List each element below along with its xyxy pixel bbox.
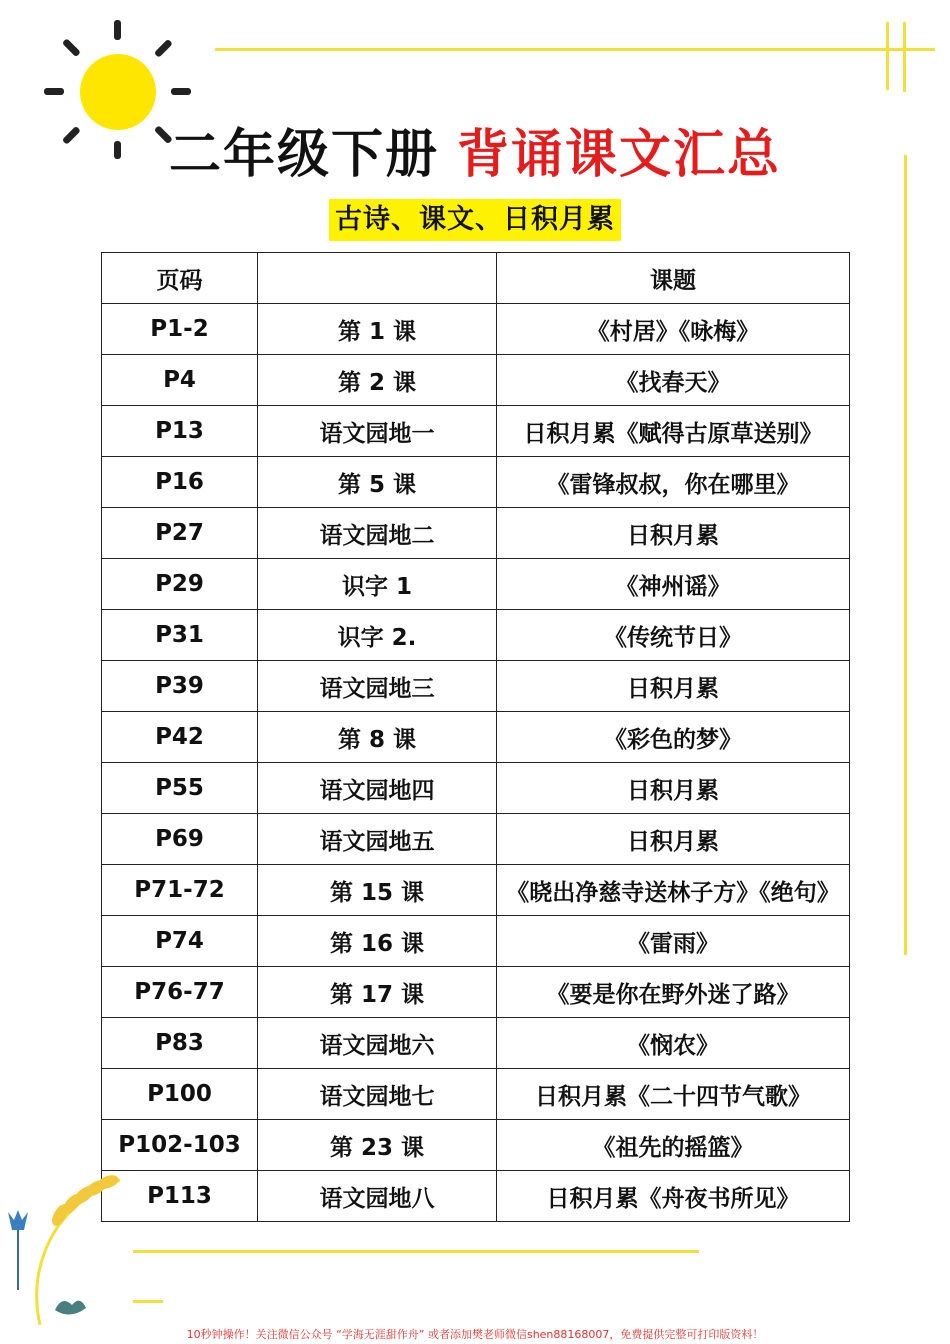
header-lesson <box>258 253 497 304</box>
table-row <box>102 1018 850 1069</box>
cell-title: 《村居》《咏梅》 <box>497 304 850 355</box>
recitation-table <box>101 252 850 1222</box>
cell-lesson: 语文园地三 <box>258 661 497 712</box>
cell-title: 《找春天》 <box>497 355 850 406</box>
page-title <box>0 112 950 187</box>
cell-lesson: 语文园地八 <box>258 1171 497 1222</box>
cell-lesson: 第 17 课 <box>258 967 497 1018</box>
cell-lesson: 语文园地一 <box>258 406 497 457</box>
plant-illustration <box>0 1160 140 1330</box>
header-page: 页码 <box>102 253 258 304</box>
cell-lesson: 语文园地二 <box>258 508 497 559</box>
cell-page: P74 <box>102 916 258 967</box>
table-row <box>102 661 850 712</box>
cell-title: 《神州谣》 <box>497 559 850 610</box>
table-row <box>102 1171 850 1222</box>
cell-lesson: 语文园地六 <box>258 1018 497 1069</box>
table-row <box>102 304 850 355</box>
table-header-row <box>102 253 850 304</box>
table-row <box>102 967 850 1018</box>
cell-title: 日积月累 <box>497 508 850 559</box>
table-row <box>102 508 850 559</box>
cell-title: 日积月累《赋得古原草送别》 <box>497 406 850 457</box>
cell-page: P76-77 <box>102 967 258 1018</box>
cell-page: P83 <box>102 1018 258 1069</box>
top-deco-line <box>215 48 935 51</box>
cell-lesson: 第 23 课 <box>258 1120 497 1171</box>
bottom-deco-line <box>133 1250 699 1253</box>
table-row <box>102 814 850 865</box>
cell-page: P39 <box>102 661 258 712</box>
cell-lesson: 语文园地五 <box>258 814 497 865</box>
cell-title: 《要是你在野外迷了路》 <box>497 967 850 1018</box>
cell-page: P42 <box>102 712 258 763</box>
cell-lesson: 语文园地七 <box>258 1069 497 1120</box>
cell-lesson: 第 15 课 <box>258 865 497 916</box>
table-row <box>102 559 850 610</box>
header-title: 课题 <box>497 253 850 304</box>
cell-lesson: 第 16 课 <box>258 916 497 967</box>
table-row <box>102 712 850 763</box>
cell-title: 《祖先的摇篮》 <box>497 1120 850 1171</box>
cell-title: 日积月累 <box>497 661 850 712</box>
cell-page: P69 <box>102 814 258 865</box>
cell-title: 《雷锋叔叔，你在哪里》 <box>497 457 850 508</box>
right-deco-line-long <box>904 155 907 955</box>
cell-page: P102-103 <box>102 1120 258 1171</box>
cell-lesson: 识字 2. <box>258 610 497 661</box>
title-grade: 二年级下册 <box>168 125 439 185</box>
cell-page: P71-72 <box>102 865 258 916</box>
cell-lesson: 第 8 课 <box>258 712 497 763</box>
cell-page: P27 <box>102 508 258 559</box>
cell-title: 《传统节日》 <box>497 610 850 661</box>
cell-title: 《雷雨》 <box>497 916 850 967</box>
table-row <box>102 457 850 508</box>
table-row <box>102 865 850 916</box>
cell-page: P4 <box>102 355 258 406</box>
right-deco-line-2 <box>903 22 906 92</box>
cell-page: P16 <box>102 457 258 508</box>
table-row <box>102 355 850 406</box>
cell-page: P55 <box>102 763 258 814</box>
table-row <box>102 763 850 814</box>
cell-lesson: 识字 1 <box>258 559 497 610</box>
cell-lesson: 语文园地四 <box>258 763 497 814</box>
table-row <box>102 406 850 457</box>
subtitle-banner: 古诗、课文、日积月累 <box>329 199 621 241</box>
cell-title: 《彩色的梦》 <box>497 712 850 763</box>
table-row <box>102 1069 850 1120</box>
cell-page: P113 <box>102 1171 258 1222</box>
footer-note: 10秒钟操作！关注微信公众号 “学海无涯甜作舟” 或者添加樊老师微信shen88168007，免费提供完整可打印版资料！ <box>186 1328 764 1341</box>
cell-lesson: 第 2 课 <box>258 355 497 406</box>
table-row <box>102 610 850 661</box>
right-deco-line-1 <box>886 22 889 90</box>
cell-title: 《晓出净慈寺送林子方》《绝句》 <box>497 865 850 916</box>
cell-title: 日积月累《二十四节气歌》 <box>497 1069 850 1120</box>
cell-title: 日积月累 <box>497 763 850 814</box>
cell-page: P29 <box>102 559 258 610</box>
cell-page: P31 <box>102 610 258 661</box>
table-row <box>102 916 850 967</box>
title-topic: 背诵课文汇总 <box>457 125 782 185</box>
cell-page: P13 <box>102 406 258 457</box>
cell-title: 日积月累 <box>497 814 850 865</box>
cell-page: P100 <box>102 1069 258 1120</box>
cell-lesson: 第 5 课 <box>258 457 497 508</box>
cell-page: P1-2 <box>102 304 258 355</box>
cell-lesson: 第 1 课 <box>258 304 497 355</box>
table-row <box>102 1120 850 1171</box>
cell-title: 《悯农》 <box>497 1018 850 1069</box>
cell-title: 日积月累《舟夜书所见》 <box>497 1171 850 1222</box>
